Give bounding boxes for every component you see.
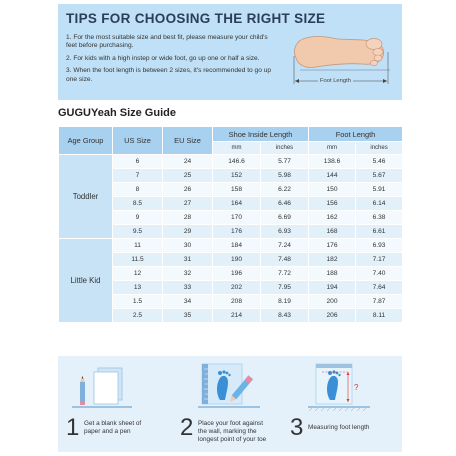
- table-cell: 202: [213, 281, 261, 295]
- tip-item: 1. For the most suitable size and best fit, please measure your child's feet before purchasing.: [66, 34, 268, 50]
- tip-item: 2. For kids with a high instep or wide foot, go up one or half a size.: [66, 54, 260, 62]
- header-foot-length: Foot Length: [309, 127, 403, 142]
- table-cell: 29: [163, 225, 213, 239]
- step-description: Get a blank sheet of paper and a pen: [84, 420, 142, 436]
- step-description: Place your foot against the wall, marking the longest point of your toe: [198, 420, 267, 444]
- table-cell: 176: [309, 239, 356, 253]
- size-table: [58, 126, 403, 323]
- table-cell: 170: [213, 211, 261, 225]
- subheader-mm: mm: [213, 142, 261, 155]
- paper-and-pen-icon: [72, 362, 132, 412]
- table-cell: 2.5: [113, 309, 163, 323]
- table-cell: 7.24: [261, 239, 309, 253]
- tip-item: 3. When the foot length is between 2 sizes, it's recommended to go up one size.: [66, 67, 272, 83]
- table-cell: 7.40: [356, 267, 403, 281]
- table-cell: 156: [309, 197, 356, 211]
- table-cell: 7.17: [356, 253, 403, 267]
- step-number: 2: [180, 414, 194, 441]
- table-cell: 25: [163, 169, 213, 183]
- table-cell: 1.5: [113, 295, 163, 309]
- table-cell: 30: [163, 239, 213, 253]
- tips-list: [66, 34, 278, 88]
- table-cell: 138.6: [309, 155, 356, 169]
- table-row: [59, 155, 403, 169]
- table-cell: 5.46: [356, 155, 403, 169]
- table-cell: 6.69: [261, 211, 309, 225]
- table-cell: 6.22: [261, 183, 309, 197]
- table-cell: 35: [163, 309, 213, 323]
- table-cell: 196: [213, 267, 261, 281]
- table-cell: 214: [213, 309, 261, 323]
- table-cell: 24: [163, 155, 213, 169]
- table-cell: 8: [113, 183, 163, 197]
- step-1: [58, 356, 172, 452]
- table-cell: 5.77: [261, 155, 309, 169]
- table-cell: 162: [309, 211, 356, 225]
- measure-steps: [58, 356, 402, 452]
- step-2: [172, 356, 286, 452]
- table-cell: 194: [309, 281, 356, 295]
- age-group-cell: Little Kid: [59, 239, 113, 323]
- table-cell: 7: [113, 169, 163, 183]
- table-cell: 9: [113, 211, 163, 225]
- table-cell: 164: [213, 197, 261, 211]
- ruler-and-footprint-icon: [198, 360, 260, 412]
- step-3: [286, 356, 400, 452]
- table-cell: 7.64: [356, 281, 403, 295]
- header-eu-size: EU Size: [163, 127, 213, 155]
- table-cell: 6: [113, 155, 163, 169]
- table-cell: 26: [163, 183, 213, 197]
- table-cell: 6.14: [356, 197, 403, 211]
- table-cell: 206: [309, 309, 356, 323]
- age-group-cell: Toddler: [59, 155, 113, 239]
- size-guide-title: GUGUYeah Size Guide: [58, 107, 176, 119]
- table-cell: 200: [309, 295, 356, 309]
- table-cell: 152: [213, 169, 261, 183]
- table-cell: 5.91: [356, 183, 403, 197]
- table-cell: 8.43: [261, 309, 309, 323]
- table-cell: 188: [309, 267, 356, 281]
- table-cell: 9.5: [113, 225, 163, 239]
- table-cell: 13: [113, 281, 163, 295]
- table-cell: 184: [213, 239, 261, 253]
- table-cell: 8.19: [261, 295, 309, 309]
- foot-length-caption: Foot Length: [320, 78, 351, 84]
- size-table-body: [59, 155, 403, 323]
- size-guide: [58, 104, 402, 350]
- header-age-group: Age Group: [59, 127, 113, 155]
- step-number: 1: [66, 414, 80, 441]
- table-cell: 28: [163, 211, 213, 225]
- table-cell: 11: [113, 239, 163, 253]
- table-cell: 34: [163, 295, 213, 309]
- table-cell: 158: [213, 183, 261, 197]
- table-cell: 6.46: [261, 197, 309, 211]
- table-cell: 32: [163, 267, 213, 281]
- header-us-size: US Size: [113, 127, 163, 155]
- table-cell: 7.87: [356, 295, 403, 309]
- table-cell: 31: [163, 253, 213, 267]
- tips-panel: [58, 4, 402, 100]
- subheader-inches: inches: [356, 142, 403, 155]
- subheader-mm: mm: [309, 142, 356, 155]
- subheader-inches: inches: [261, 142, 309, 155]
- table-cell: 7.72: [261, 267, 309, 281]
- table-cell: 8.5: [113, 197, 163, 211]
- foot-illustration: [286, 32, 396, 88]
- step-description: Measuring foot length: [308, 424, 370, 431]
- table-cell: 7.48: [261, 253, 309, 267]
- step-number: 3: [290, 414, 304, 441]
- table-cell: 6.93: [356, 239, 403, 253]
- table-cell: 5.67: [356, 169, 403, 183]
- measuring-icon: [308, 360, 370, 412]
- table-cell: 182: [309, 253, 356, 267]
- table-cell: 33: [163, 281, 213, 295]
- header-shoe-inside-length: Shoe Inside Length: [213, 127, 309, 142]
- table-cell: 176: [213, 225, 261, 239]
- table-cell: 5.98: [261, 169, 309, 183]
- table-cell: 12: [113, 267, 163, 281]
- table-cell: 7.95: [261, 281, 309, 295]
- table-cell: 144: [309, 169, 356, 183]
- table-cell: 208: [213, 295, 261, 309]
- table-cell: 6.93: [261, 225, 309, 239]
- table-cell: 27: [163, 197, 213, 211]
- table-cell: 8.11: [356, 309, 403, 323]
- table-cell: 6.38: [356, 211, 403, 225]
- table-row: [59, 239, 403, 253]
- tips-title: TIPS FOR CHOOSING THE RIGHT SIZE: [66, 11, 326, 26]
- table-cell: 146.6: [213, 155, 261, 169]
- table-cell: 11.5: [113, 253, 163, 267]
- table-cell: 190: [213, 253, 261, 267]
- measure-mark: ?: [354, 383, 359, 392]
- table-cell: 6.61: [356, 225, 403, 239]
- table-cell: 150: [309, 183, 356, 197]
- table-cell: 168: [309, 225, 356, 239]
